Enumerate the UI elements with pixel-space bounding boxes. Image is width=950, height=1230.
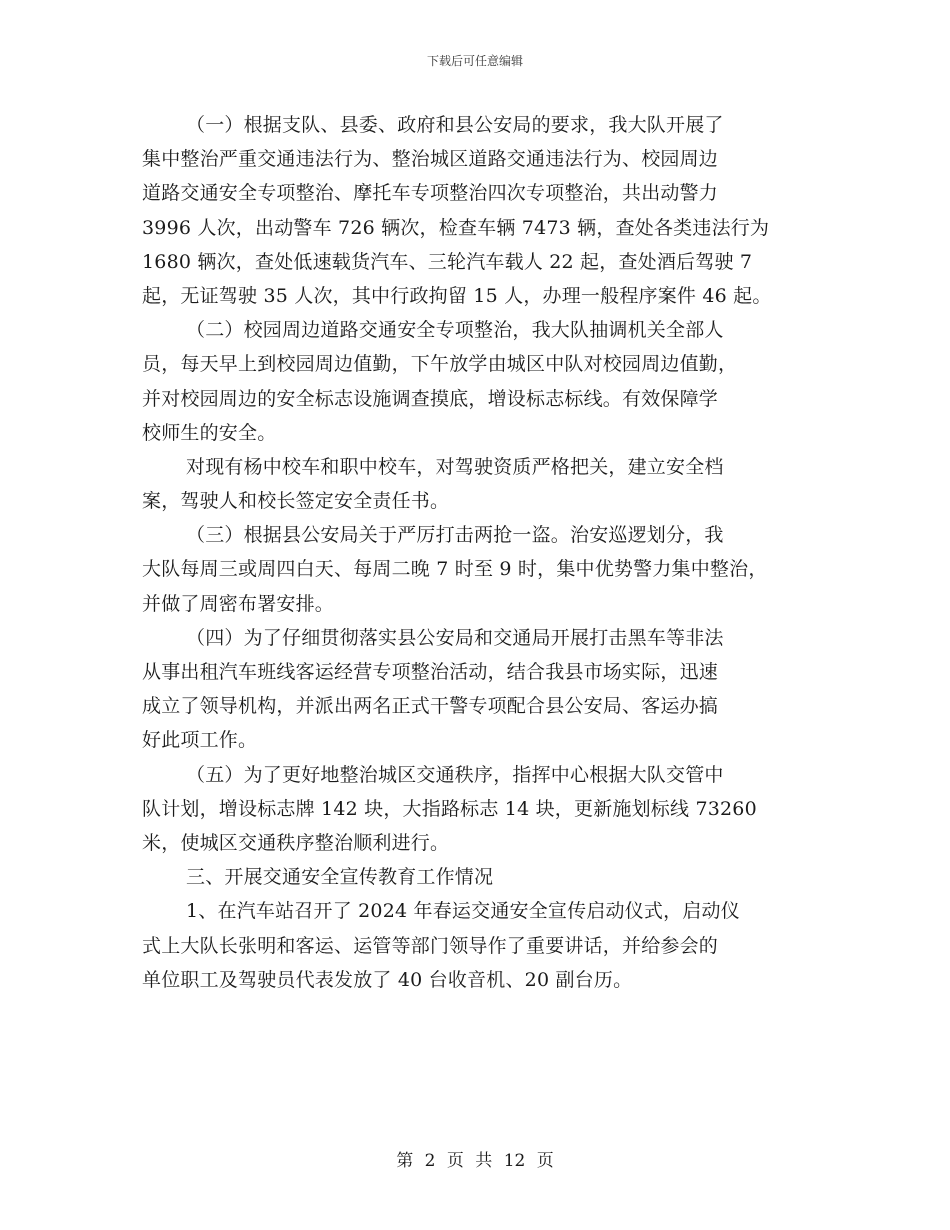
text-line: 米，使城区交通秩序整治顺利进行。 [142, 831, 450, 854]
text-line: 并对校园周边的安全标志设施调查摸底，增设标志标线。有效保障学 [142, 387, 719, 410]
text-line: 员，每天早上到校园周边值勤，下午放学由城区中队对校园周边值勤， [142, 353, 738, 376]
page-number-footer: 第 2 页 共 12 页 [396, 1151, 554, 1171]
text-line: 并做了周密布署安排。 [142, 592, 335, 615]
text-line: 校师生的安全。 [142, 421, 277, 444]
text-line: （一）根据支队、县委、政府和县公安局的要求，我大队开展了 [186, 114, 724, 136]
text-line: 式上大队长张明和客运、运管等部门领导作了重要讲话，并给参会的 [142, 934, 719, 957]
text-line: 集中整治严重交通违法行为、整治城区道路交通违法行为、校园周边 [142, 148, 719, 171]
section-heading: 三、开展交通安全宣传教育工作情况 [186, 866, 494, 889]
text-line: 起，无证驾驶 35 人次，其中行政拘留 15 人，办理一般程序案件 46 起。 [142, 284, 772, 307]
text-line: （五）为了更好地整治城区交通秩序，指挥中心根据大队交管中 [186, 763, 724, 786]
page-header: 下载后可任意编辑 [426, 54, 523, 68]
text-line: 道路交通安全专项整治、摩托车专项整治四次专项整治，共出动警力 [142, 182, 719, 205]
text-line: （二）校园周边道路交通安全专项整治，我大队抽调机关全部人 [186, 319, 724, 342]
text-line: 对现有杨中校车和职中校车，对驾驶资质严格把关，建立安全档 [186, 455, 724, 478]
text-line: （三）根据县公安局关于严厉打击两抢一盗。治安巡逻划分，我 [186, 524, 724, 547]
text-line: 3996 人次，出动警车 726 辆次，检查车辆 7473 辆，查处各类违法行为 [142, 216, 770, 239]
text-line: 成立了领导机构，并派出两名正式干警专项配合县公安局、客运办搞 [142, 695, 719, 718]
text-line: 1680 辆次，查处低速载货汽车、三轮汽车载人 22 起，查处酒后驾驶 7 [142, 250, 753, 273]
text-line: 从事出租汽车班线客运经营专项整治活动，结合我县市场实际，迅速 [142, 661, 719, 683]
text-line: 1、在汽车站召开了 2024 年春运交通安全宣传启动仪式，启动仪 [186, 900, 740, 923]
document-body [142, 108, 812, 997]
text-line: 单位职工及驾驶员代表发放了 40 台收音机、20 副台历。 [142, 968, 633, 991]
text-line: 好此项工作。 [142, 729, 258, 752]
text-line: 案，驾驶人和校长签定安全责任书。 [142, 490, 450, 513]
text-line: 队计划，增设标志牌 142 块，大指路标志 14 块，更新施划标线 73260 [142, 797, 757, 820]
text-line: 大队每周三或周四白天、每周二晚 7 时至 9 时，集中优势警力集中整治， [142, 558, 768, 581]
text-line: （四）为了仔细贯彻落实县公安局和交通局开展打击黑车等非法 [186, 626, 724, 649]
